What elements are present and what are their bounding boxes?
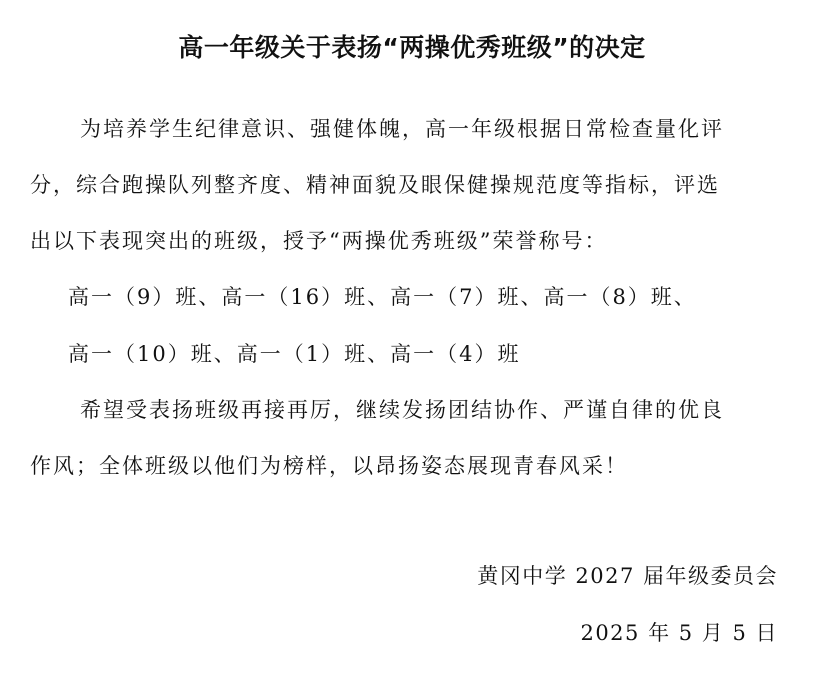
- class-list-line-2: 高一（10）班、高一（1）班、高一（4）班: [68, 342, 521, 366]
- intro-paragraph: [30, 101, 790, 269]
- intro-paragraph-line-1: 为培养学生纪律意识、强健体魄，高一年级根据日常检查量化评: [80, 117, 724, 141]
- class-list-line-1: 高一（9）班、高一（16）班、高一（7）班、高一（8）班、: [68, 285, 697, 309]
- intro-paragraph-line-2: 分，综合跑操队列整齐度、精神面貌及眼保健操规范度等指标，评选: [30, 173, 720, 197]
- document-title: 高一年级关于表扬“两操优秀班级”的决定: [178, 33, 646, 62]
- signature-organization: 黄冈中学 2027 届年级委员会: [477, 564, 778, 588]
- intro-paragraph-line-3: 出以下表现突出的班级，授予“两操优秀班级”荣誉称号：: [30, 229, 608, 253]
- closing-paragraph: [30, 382, 790, 494]
- closing-paragraph-line-2: 作风；全体班级以他们为榜样，以昂扬姿态展现青春风采！: [30, 454, 628, 478]
- signature-date: 2025 年 5 月 5 日: [580, 621, 778, 645]
- closing-paragraph-line-1: 希望受表扬班级再接再厉，继续发扬团结协作、严谨自律的优良: [80, 398, 724, 422]
